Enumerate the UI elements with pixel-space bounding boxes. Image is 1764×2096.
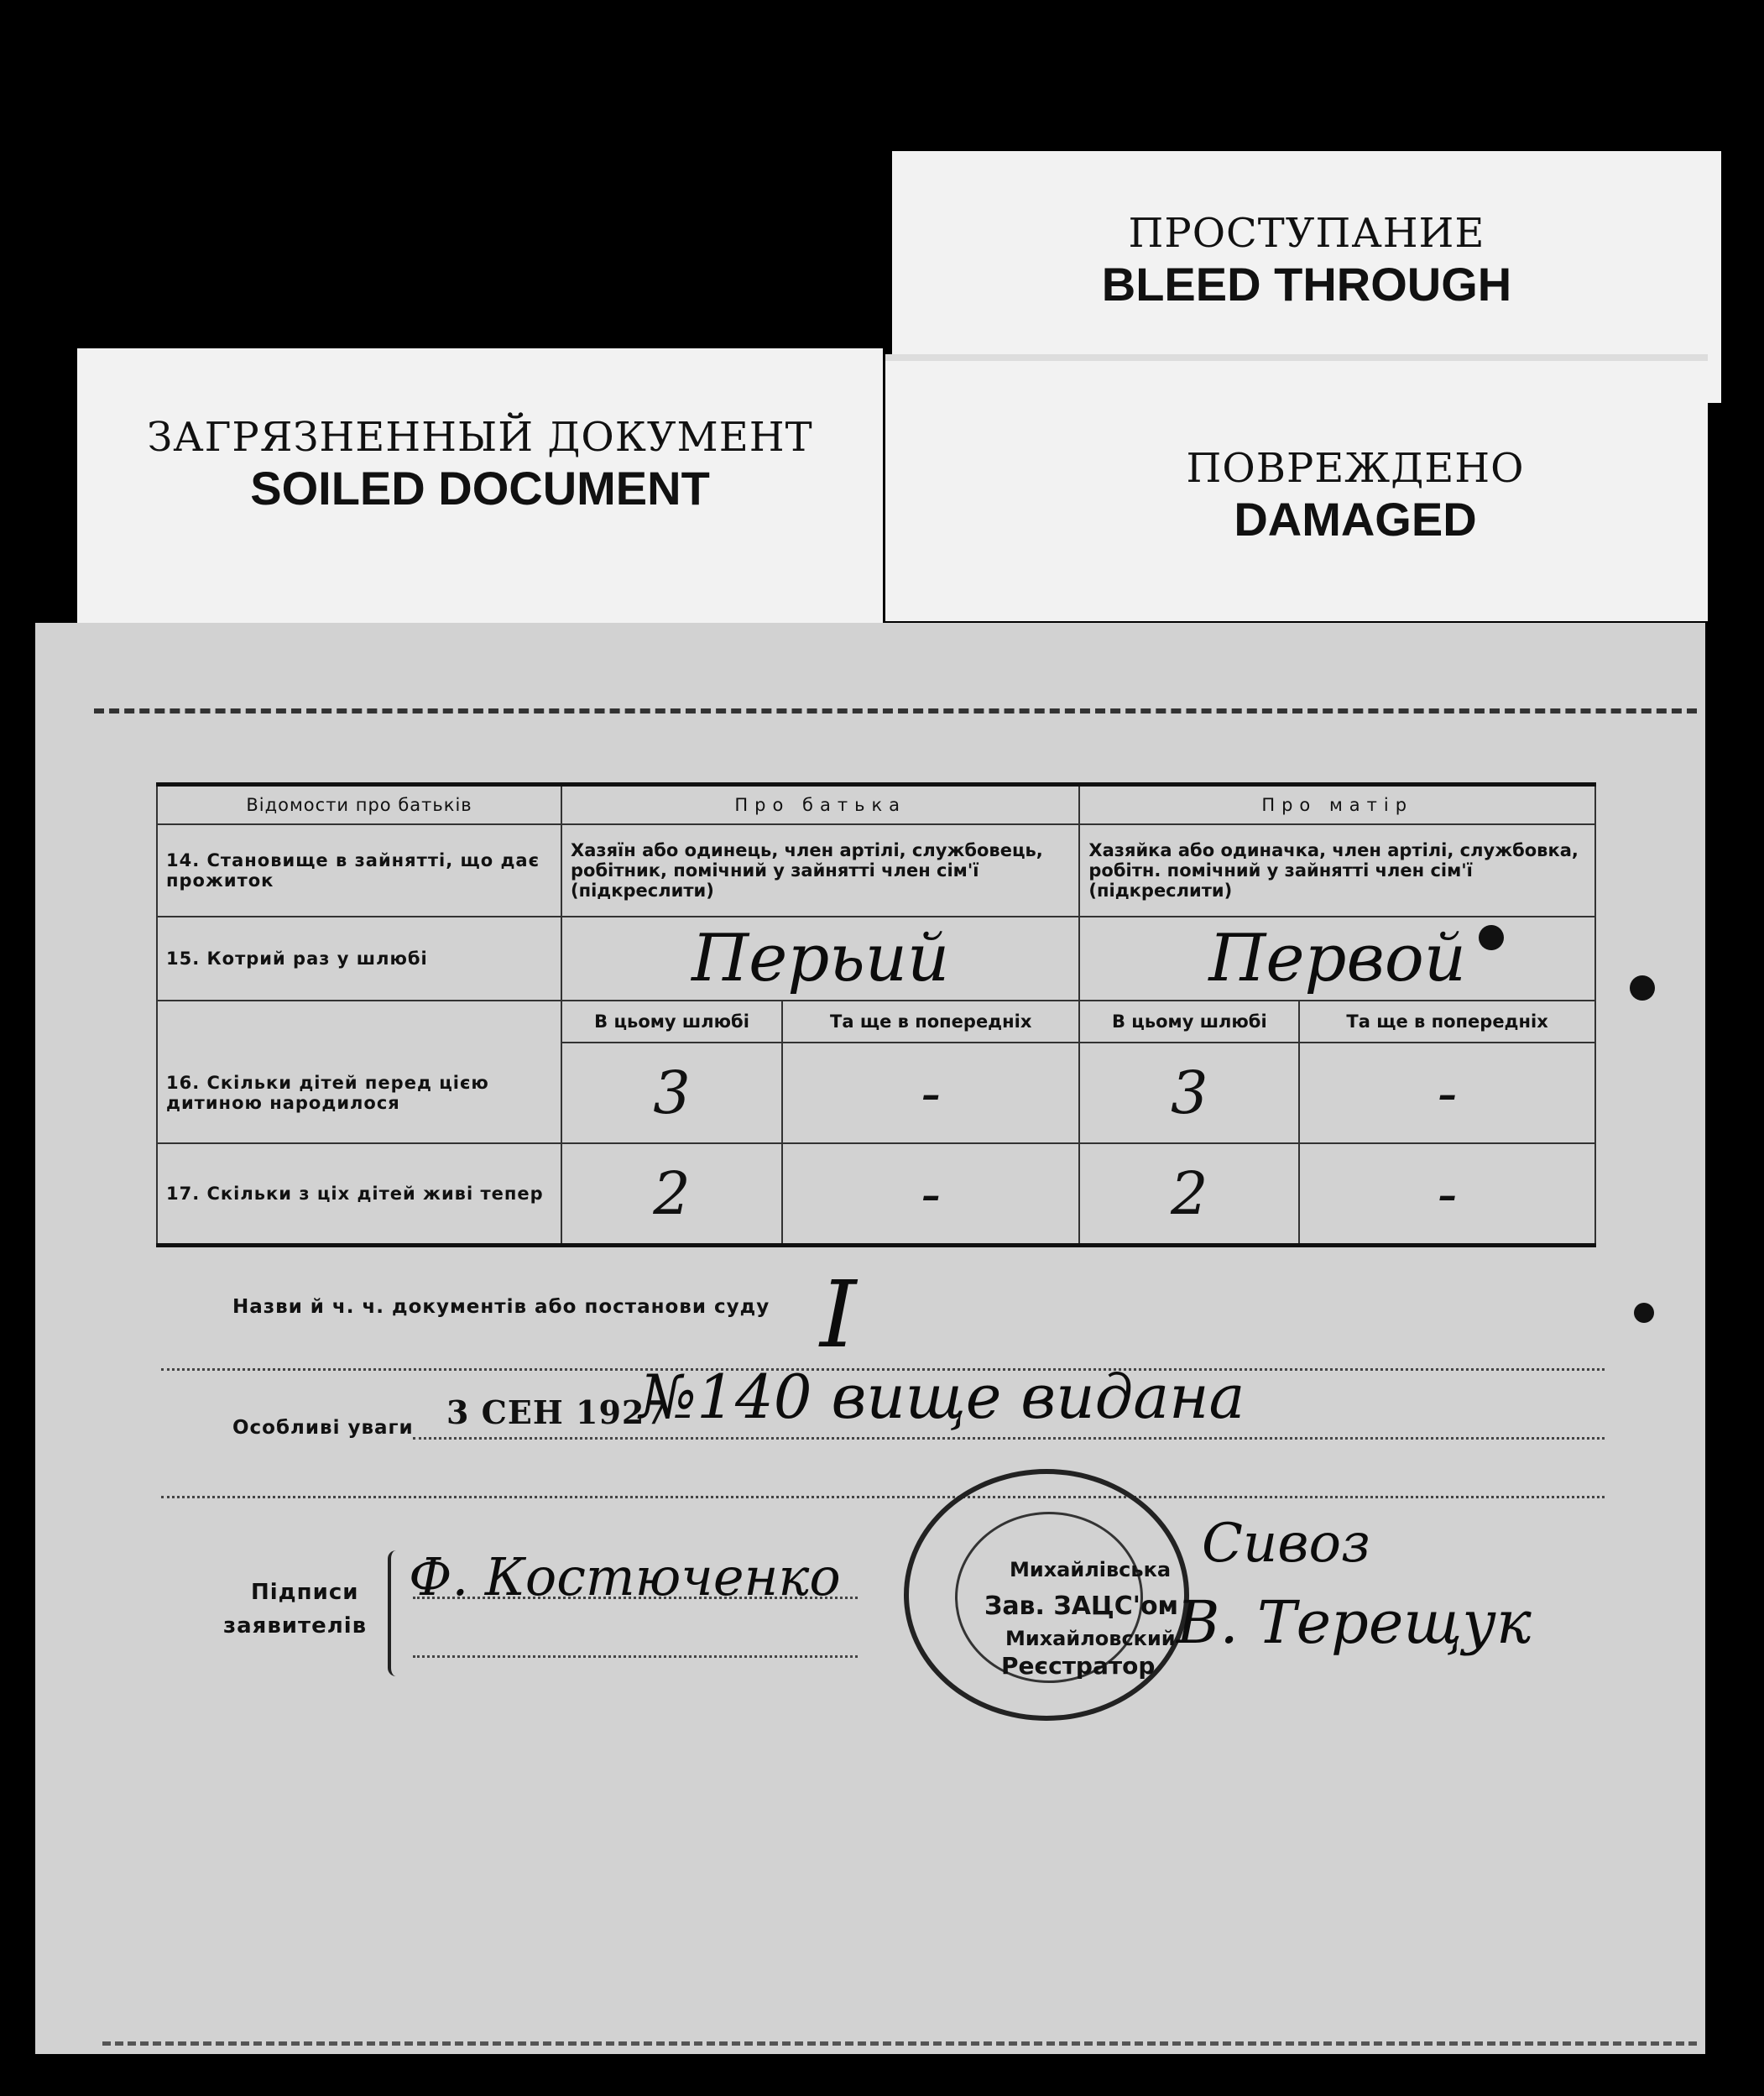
top-perforation xyxy=(94,708,1697,713)
mother-children-prev: - xyxy=(1299,1043,1595,1143)
applicant-signature: Ф. Костюченко xyxy=(409,1546,841,1607)
registry-office-stamp xyxy=(904,1469,1189,1721)
table-row-14 xyxy=(157,824,1595,917)
signature-line-2 xyxy=(413,1655,858,1658)
damaged-label xyxy=(885,361,1708,621)
question-15: 15. Котрий раз у шлюбі xyxy=(157,917,561,1001)
bottom-perforation xyxy=(102,2041,1697,2046)
table-subheader-row xyxy=(157,1001,1595,1043)
table-row-15 xyxy=(157,917,1595,1001)
stamp-line-2: Зав. ЗАЦС'ом xyxy=(984,1592,1179,1621)
punch-hole xyxy=(1630,975,1655,1001)
table-row-16 xyxy=(157,1043,1595,1143)
stamp-line-4: Реєстратор xyxy=(1001,1652,1156,1680)
question-16: 16. Скільки дітей перед цією дитиною народилося xyxy=(157,1043,561,1143)
bleed-label-ru: ПРОСТУПАНИЕ xyxy=(1128,210,1485,257)
father-this-marriage-header: В цьому шлюбі xyxy=(561,1001,782,1043)
table-row-17 xyxy=(157,1143,1595,1246)
signature-line-1 xyxy=(413,1597,858,1599)
mother-this-marriage-header: В цьому шлюбі xyxy=(1079,1001,1299,1043)
signatures-label-2: заявителів xyxy=(223,1613,368,1639)
registrar-signature-1: Сивоз xyxy=(1202,1513,1370,1575)
header-parents: Відомости про батьків xyxy=(157,785,561,825)
father-occupation-options: Хазяїн або одинець, член артілі, службовець, робітник, помічний у зайнятті член сім'ї (підкреслити) xyxy=(561,824,1079,917)
register-page xyxy=(35,623,1705,2054)
soiled-document-label xyxy=(77,348,883,625)
soiled-label-en: SOILED DOCUMENT xyxy=(250,462,710,515)
signatures-brace xyxy=(388,1550,403,1676)
documents-value: I xyxy=(820,1261,857,1368)
punch-hole xyxy=(1479,925,1504,950)
father-alive-this: 2 xyxy=(561,1143,782,1246)
mother-marriage-number: Первой xyxy=(1079,917,1595,1001)
mother-occupation-options: Хазяйка або одиначка, член артілі, службовка, робітн. помічний у зайнятті член сім'ї (підкреслити) xyxy=(1079,824,1595,917)
date-stamp: 3 СЕН 1927 xyxy=(446,1393,668,1431)
empty-cell xyxy=(157,1001,561,1043)
question-14: 14. Становище в зайнятті, що дає прожиток xyxy=(157,824,561,917)
soiled-label-ru: ЗАГРЯЗНЕННЫЙ ДОКУМЕНТ xyxy=(147,414,813,461)
mother-alive-prev: - xyxy=(1299,1143,1595,1246)
father-previous-header: Та ще в попередніх xyxy=(782,1001,1079,1043)
mother-previous-header: Та ще в попередніх xyxy=(1299,1001,1595,1043)
father-marriage-number: Перьий xyxy=(561,917,1079,1001)
table-header-row xyxy=(157,785,1595,825)
father-children-prev: - xyxy=(782,1043,1079,1143)
stamp-line-3: Михайловский xyxy=(1005,1627,1176,1650)
signatures-label-1: Підписи xyxy=(251,1580,359,1605)
stamp-line-1: Михайлівська xyxy=(1010,1558,1172,1581)
remarks-line-2 xyxy=(161,1496,1605,1498)
question-17: 17. Скільки з ціх дітей живі тепер xyxy=(157,1143,561,1246)
punch-hole xyxy=(1634,1303,1654,1323)
father-children-this: 3 xyxy=(561,1043,782,1143)
remarks-label: Особливі уваги xyxy=(232,1417,414,1439)
header-mother: Про матір xyxy=(1079,785,1595,825)
damaged-label-en: DAMAGED xyxy=(1234,493,1477,546)
documents-label: Назви й ч. ч. документів або постанови суду xyxy=(232,1296,770,1318)
remarks-line xyxy=(413,1437,1605,1440)
mother-children-this: 3 xyxy=(1079,1043,1299,1143)
remarks-value: №140 вище видана xyxy=(639,1362,1245,1432)
damaged-label-ru: ПОВРЕЖДЕНО xyxy=(1186,445,1525,492)
parents-info-table xyxy=(156,782,1596,1247)
mother-alive-this: 2 xyxy=(1079,1143,1299,1246)
header-father: Про батька xyxy=(561,785,1079,825)
father-alive-prev: - xyxy=(782,1143,1079,1246)
registrar-signature-2: В. Терещук xyxy=(1177,1588,1532,1657)
bleed-label-en: BLEED THROUGH xyxy=(1101,258,1512,311)
